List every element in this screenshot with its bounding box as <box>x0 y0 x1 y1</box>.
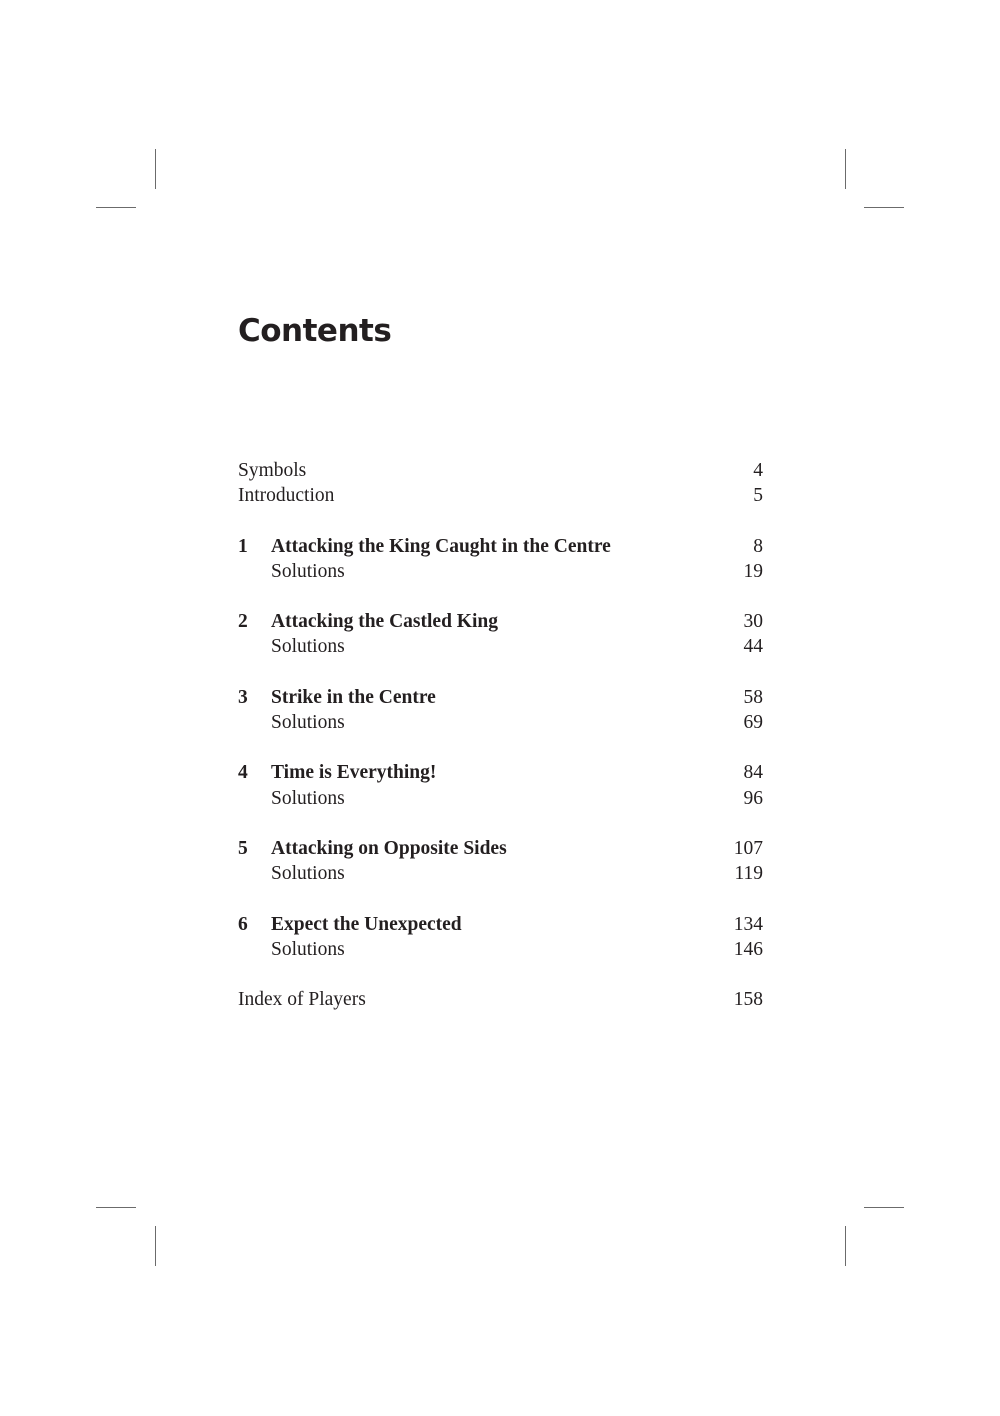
solutions-page: 119 <box>734 863 763 885</box>
toc-chapter-3[interactable] <box>238 685 763 710</box>
chapter-page: 30 <box>743 611 763 633</box>
solutions-label: Solutions <box>271 938 345 960</box>
chapter-number: 3 <box>238 686 248 708</box>
toc-spacer <box>238 887 763 912</box>
toc-spacer <box>238 584 763 609</box>
chapter-number: 2 <box>238 611 248 633</box>
page-title: Contents <box>238 313 392 349</box>
toc-spacer <box>238 962 763 987</box>
toc-chapter-5[interactable] <box>238 836 763 861</box>
toc-spacer <box>238 660 763 685</box>
toc-chapter-2[interactable] <box>238 609 763 634</box>
toc-entry-page: 158 <box>733 989 763 1011</box>
toc-spacer <box>238 509 763 534</box>
crop-mark-bottom-right-vertical <box>845 1226 846 1266</box>
solutions-label: Solutions <box>271 863 345 885</box>
solutions-page: 146 <box>733 938 763 960</box>
solutions-page: 19 <box>743 560 763 582</box>
chapter-title: Time is Everything! <box>271 762 437 784</box>
toc-entry-introduction[interactable] <box>238 483 763 508</box>
chapter-page: 134 <box>733 913 763 935</box>
crop-mark-top-left-vertical <box>155 149 156 189</box>
chapter-number: 6 <box>238 913 248 935</box>
solutions-page: 44 <box>743 636 763 658</box>
solutions-label: Solutions <box>271 636 345 658</box>
toc-entry-label: Symbols <box>238 460 307 481</box>
toc-spacer <box>238 811 763 836</box>
solutions-page: 96 <box>743 787 763 809</box>
crop-mark-top-left-horizontal <box>96 207 136 208</box>
chapter-page: 58 <box>743 686 763 708</box>
toc-entry-page: 5 <box>753 485 763 507</box>
crop-mark-top-right-vertical <box>845 149 846 189</box>
solutions-page: 69 <box>743 712 763 734</box>
toc-chapter-2-solutions[interactable] <box>238 634 763 659</box>
table-of-contents <box>238 458 763 1012</box>
chapter-title: Attacking the Castled King <box>271 611 498 633</box>
chapter-title: Expect the Unexpected <box>271 913 462 935</box>
crop-mark-bottom-left-horizontal <box>96 1207 136 1208</box>
crop-mark-bottom-left-vertical <box>155 1226 156 1266</box>
toc-entry-page: 4 <box>753 460 763 481</box>
chapter-page: 8 <box>753 535 763 557</box>
toc-chapter-1[interactable] <box>238 534 763 559</box>
solutions-label: Solutions <box>271 712 345 734</box>
toc-entry-symbols[interactable] <box>238 458 763 483</box>
crop-mark-top-right-horizontal <box>864 207 904 208</box>
toc-chapter-6-solutions[interactable] <box>238 937 763 962</box>
chapter-number: 1 <box>238 535 248 557</box>
chapter-number: 4 <box>238 762 248 784</box>
toc-chapter-3-solutions[interactable] <box>238 710 763 735</box>
solutions-label: Solutions <box>271 787 345 809</box>
chapter-number: 5 <box>238 837 248 859</box>
toc-chapter-5-solutions[interactable] <box>238 861 763 886</box>
toc-chapter-1-solutions[interactable] <box>238 559 763 584</box>
toc-entry-label: Introduction <box>238 485 335 507</box>
toc-spacer <box>238 735 763 760</box>
chapter-title: Attacking the King Caught in the Centre <box>271 535 611 557</box>
solutions-label: Solutions <box>271 560 345 582</box>
chapter-page: 84 <box>743 762 763 784</box>
chapter-title: Attacking on Opposite Sides <box>271 837 507 859</box>
toc-chapter-4-solutions[interactable] <box>238 786 763 811</box>
crop-mark-bottom-right-horizontal <box>864 1207 904 1208</box>
toc-entry-index-of-players[interactable] <box>238 987 763 1012</box>
toc-entry-label: Index of Players <box>238 989 366 1011</box>
toc-chapter-4[interactable] <box>238 760 763 785</box>
chapter-page: 107 <box>733 837 763 859</box>
chapter-title: Strike in the Centre <box>271 686 436 708</box>
toc-chapter-6[interactable] <box>238 912 763 937</box>
